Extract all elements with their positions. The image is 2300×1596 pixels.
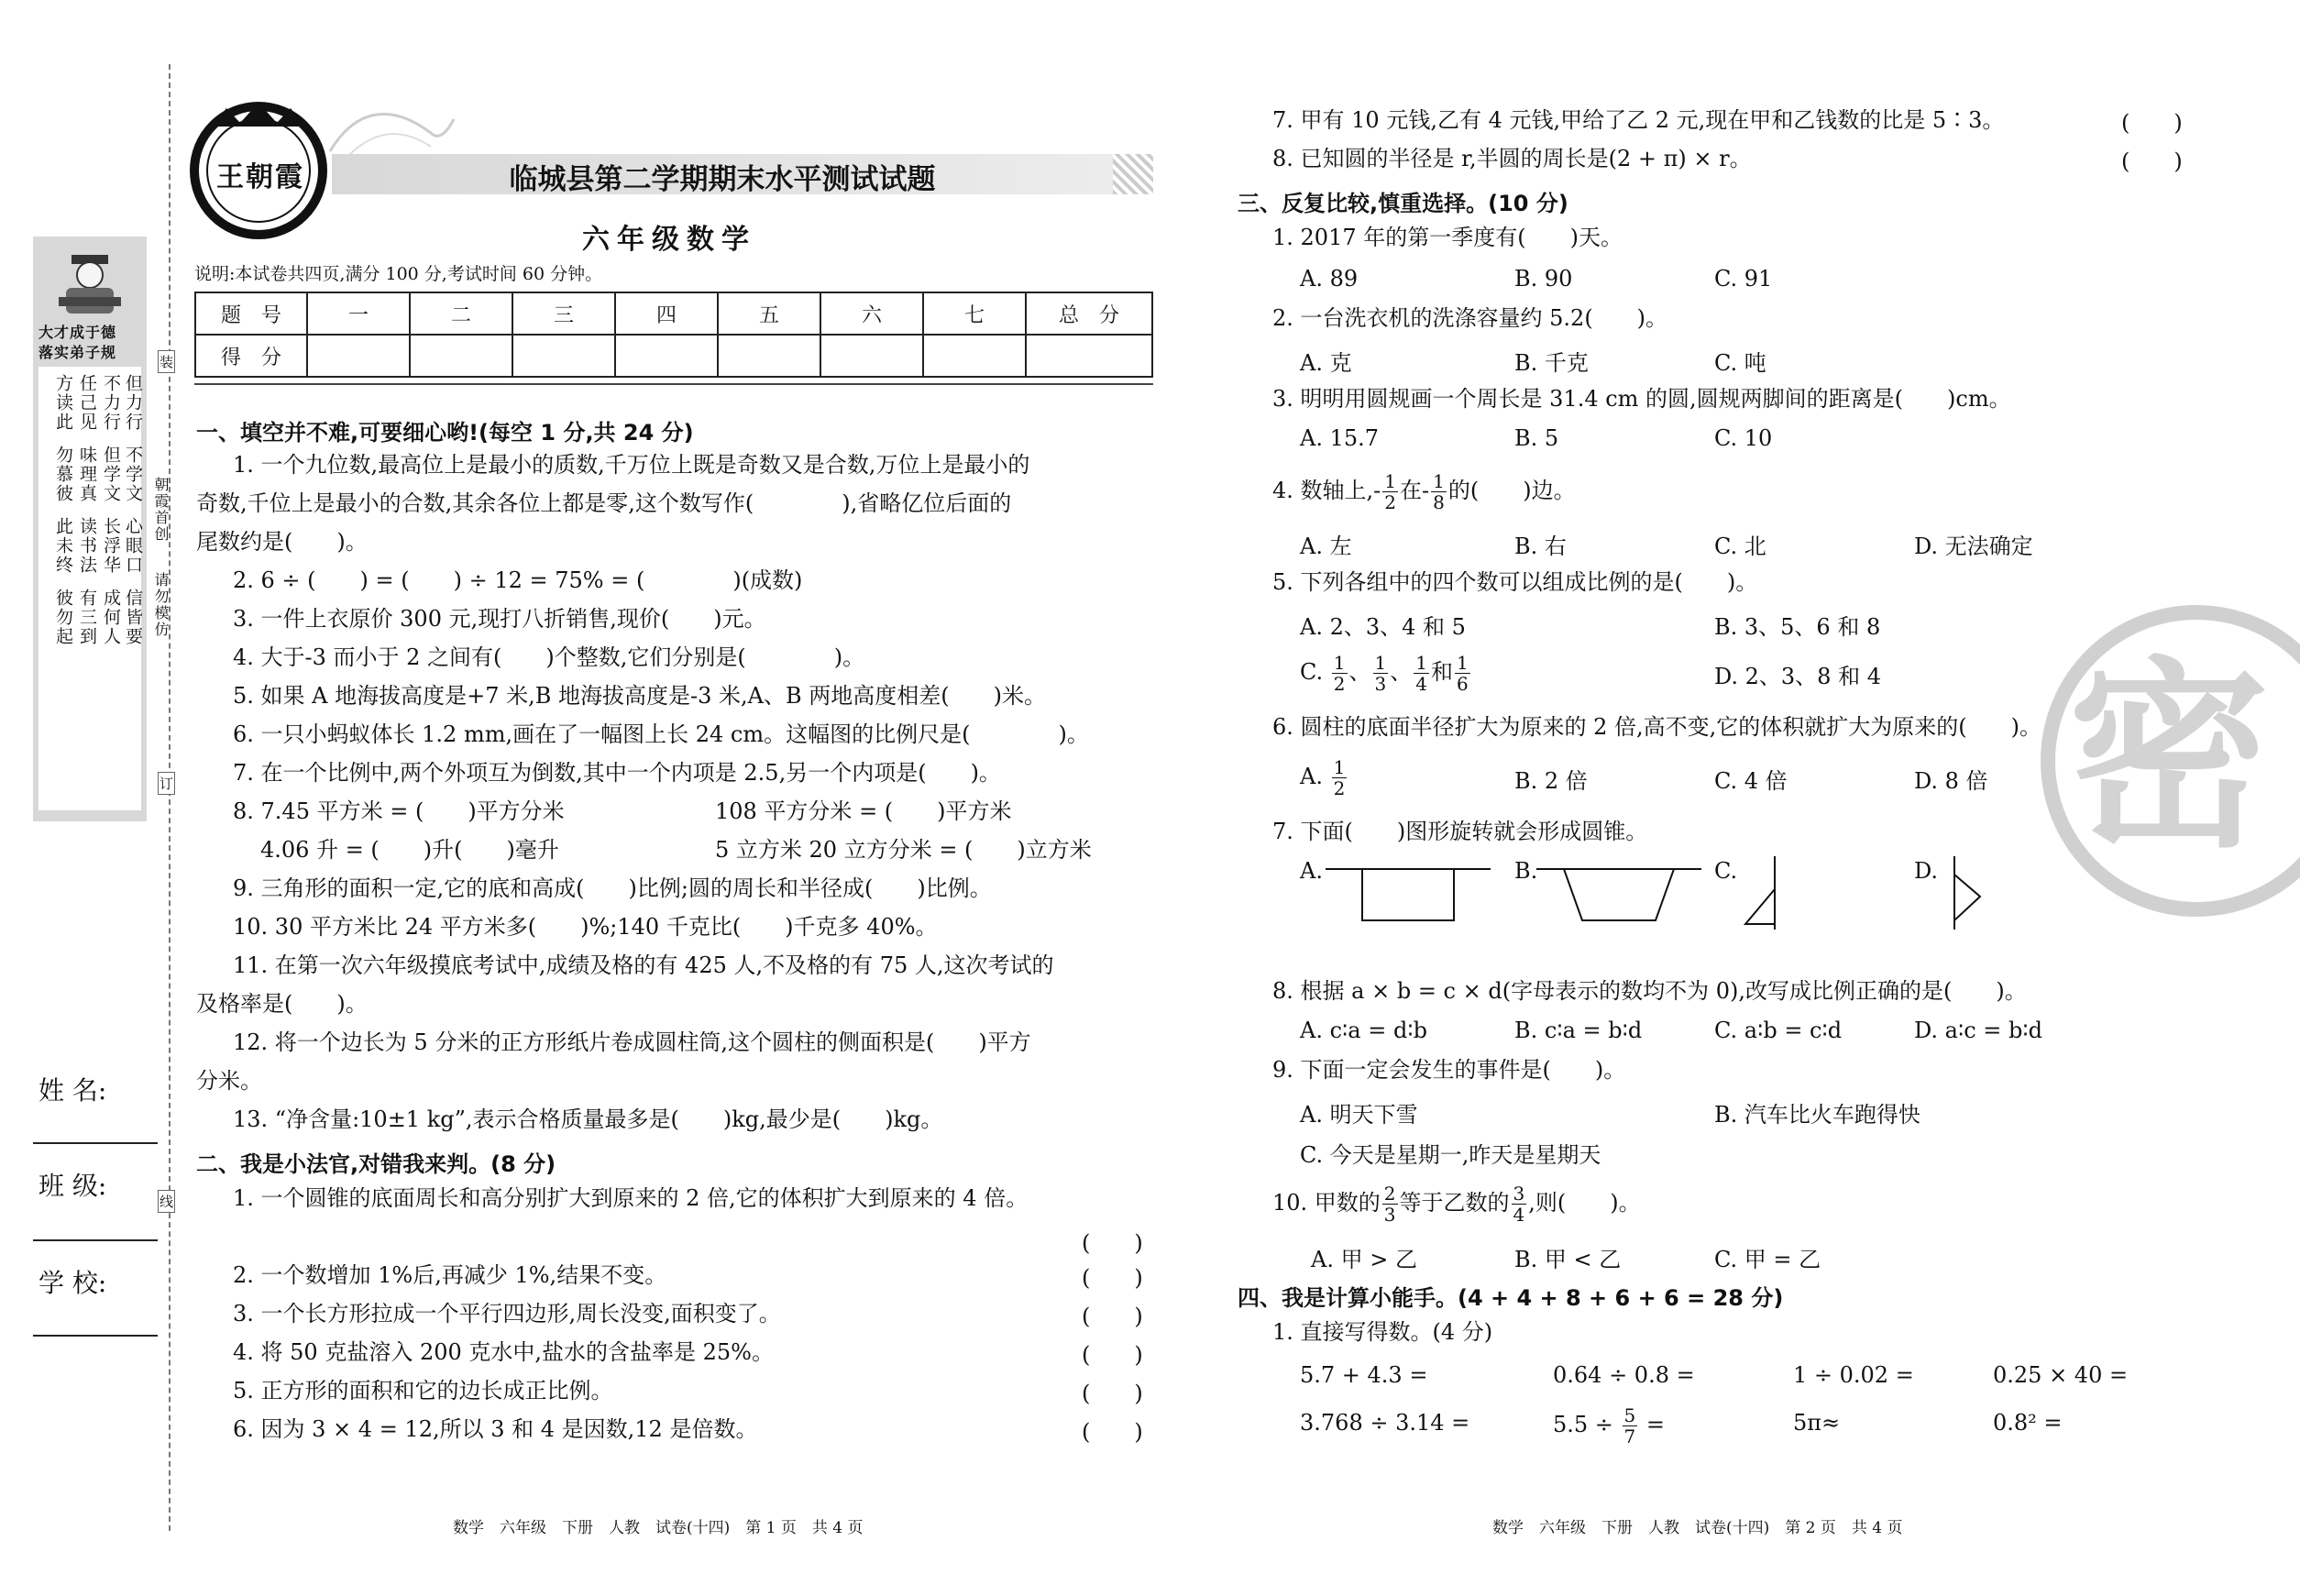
choice-q6-option-b[interactable]: B. 2 倍: [1514, 768, 1588, 794]
poem-col-1: 方读此: [53, 374, 73, 432]
choice-q10-option-c[interactable]: C. 甲 = 乙: [1714, 1247, 1821, 1272]
rotation-shape-c-triangle-icon[interactable]: [1738, 856, 1793, 930]
choice-q5: 5. 下列各组中的四个数可以组成比例的是( )。: [1272, 569, 1758, 595]
choice-q3-option-a[interactable]: A. 15.7: [1300, 425, 1380, 451]
fraction-numerator: 1: [1415, 652, 1427, 674]
score-header-total: 总 分: [1026, 292, 1152, 335]
calc-item-2: 0.64 ÷ 0.8 =: [1553, 1362, 1695, 1388]
binding-dashed-line: [169, 64, 171, 1531]
page-2-footer: 数学 六年级 下册 人教 试卷(十四) 第 2 页 共 4 页: [1492, 1519, 1903, 1537]
score-row-label: 得 分: [195, 335, 307, 377]
fill-q1-line1: 1. 一个九位数,最高位上是最小的质数,千万位上既是奇数又是合数,万位上是最小的: [233, 452, 1030, 478]
poem-col-14: 不学文: [123, 446, 143, 503]
fraction-numerator: 1: [1374, 652, 1387, 674]
judge-q2: 2. 一个数增加 1%后,再减少 1%,结果不变。: [233, 1262, 667, 1288]
fill-q8c: 4.06 升 = ( )升( )毫升: [260, 837, 559, 863]
judge-q8-answer[interactable]: ( ): [2121, 149, 2183, 174]
choice-q7-option-a-label[interactable]: A.: [1300, 858, 1323, 884]
fraction-one-sixth: [1455, 653, 1470, 694]
score-table-header-row: [195, 292, 1152, 335]
fraction-denominator: 8: [1433, 491, 1445, 513]
judge-q3: 3. 一个长方形拉成一个平行四边形,周长没变,面积变了。: [233, 1301, 781, 1326]
poem-col-11: 长浮华: [101, 517, 121, 575]
choice-q4-text-mid: 在-: [1400, 478, 1430, 503]
score-cell-4[interactable]: [615, 335, 718, 377]
fraction-one-eighth: [1431, 471, 1447, 512]
judge-q2-answer[interactable]: ( ): [1082, 1265, 1143, 1291]
poem-col-6: 味理真: [77, 446, 97, 503]
conjunction: 和: [1430, 659, 1453, 685]
choice-q7-option-c-label[interactable]: C.: [1714, 858, 1738, 884]
name-field[interactable]: [33, 1142, 158, 1144]
poem-col-10: 但学文: [101, 446, 121, 503]
judge-q8: 8. 已知圆的半径是 r,半圆的周长是(2 + π) × r。: [1272, 146, 1752, 171]
separator: 、: [1390, 659, 1413, 685]
school-label: 学 校:: [39, 1268, 107, 1298]
score-cell-2[interactable]: [410, 335, 512, 377]
page-1-footer: 数学 六年级 下册 人教 试卷(十四) 第 1 页 共 4 页: [453, 1519, 864, 1537]
choice-q4-text-post: 的( )边。: [1447, 478, 1576, 503]
choice-q7-option-b-label[interactable]: B.: [1514, 858, 1538, 884]
fraction-one-half: [1332, 653, 1348, 694]
fill-q1-line3: 尾数约是( )。: [196, 529, 368, 555]
fraction-denominator: 4: [1513, 1204, 1525, 1226]
choice-q10-text-mid: 等于乙数的: [1399, 1190, 1510, 1216]
school-field[interactable]: [33, 1335, 158, 1337]
judge-q7: 7. 甲有 10 元钱,乙有 4 元钱,甲给了乙 2 元,现在甲和乙钱数的比是 5∶3。: [1272, 107, 2005, 133]
score-cell-1[interactable]: [307, 335, 410, 377]
judge-q5: 5. 正方形的面积和它的边长成正比例。: [233, 1378, 613, 1403]
choice-q8-option-a[interactable]: A. c∶a = d∶b: [1300, 1018, 1427, 1043]
scholar-figure-icon: [53, 246, 127, 319]
fraction-numerator: 1: [1333, 756, 1346, 778]
fill-q1-line2: 奇数,千位上是最小的合数,其余各位上都是零,这个数写作( ),省略亿位后面的: [196, 490, 1012, 516]
calc-item-1: 5.7 + 4.3 =: [1300, 1362, 1428, 1388]
choice-q10-text-post: ,则( )。: [1528, 1190, 1641, 1216]
rotation-shape-a-rectangle-icon[interactable]: [1326, 864, 1491, 924]
seal-mark-2: 订: [158, 772, 175, 795]
score-header-5: 五: [718, 292, 820, 335]
fill-q9: 9. 三角形的面积一定,它的底和高成( )比例;圆的周长和半径成( )比例。: [233, 875, 992, 901]
fill-q8d: 5 立方米 20 立方分米 = ( )立方米: [715, 837, 1092, 863]
fill-q8b: 108 平方分米 = ( )平方米: [715, 798, 1012, 824]
fraction-denominator: 2: [1333, 777, 1346, 799]
fraction-five-sevenths: [1623, 1405, 1638, 1447]
fraction-denominator: 2: [1384, 491, 1396, 513]
calc-item-8: 0.8² =: [1993, 1410, 2063, 1436]
choice-q3-option-b[interactable]: B. 5: [1514, 425, 1559, 451]
fraction-numerator: 5: [1623, 1404, 1636, 1426]
subject-title: 六年级数学: [582, 224, 756, 256]
score-header-1: 一: [307, 292, 410, 335]
fraction-two-thirds: [1382, 1183, 1398, 1225]
calc-item-7: 5π≈: [1793, 1410, 1841, 1436]
judge-q4-answer[interactable]: ( ): [1082, 1342, 1143, 1368]
judge-q1-answer[interactable]: ( ): [1082, 1230, 1143, 1256]
fraction-denominator: 6: [1456, 673, 1469, 695]
calc-item-3: 1 ÷ 0.02 =: [1793, 1362, 1914, 1388]
section-2-heading: 二、我是小法官,对错我来判。(8 分): [196, 1151, 556, 1177]
choice-q9-option-b[interactable]: B. 汽车比火车跑得快: [1714, 1102, 1920, 1128]
calc-item-6-pre: 5.5 ÷: [1553, 1412, 1613, 1437]
poem-col-15: 心眼口: [123, 517, 143, 575]
motto-line-2: 落实弟子规: [39, 344, 117, 361]
poem-col-7: 读书法: [77, 517, 97, 575]
score-cell-3[interactable]: [512, 335, 615, 377]
fill-q2: 2. 6 ÷ ( ) = ( ) ÷ 12 = 75% = ( )(成数): [233, 567, 803, 593]
choice-q1-option-c[interactable]: C. 91: [1714, 266, 1773, 292]
choice-q10-text-pre: 10. 甲数的: [1272, 1190, 1381, 1216]
fraction-three-quarters: [1512, 1183, 1527, 1225]
fill-q11-line2: 及格率是( )。: [196, 991, 368, 1017]
seal-mark-1: 装: [158, 350, 175, 373]
section-1-heading: 一、填空并不难,可要细心哟!(每空 1 分,共 24 分): [196, 420, 694, 446]
side-note-1: 朝霞首创: [152, 477, 170, 543]
fraction-one-third: [1373, 653, 1389, 694]
rotation-shape-b-trapezoid-icon[interactable]: [1536, 864, 1701, 924]
choice-q10: [1272, 1175, 1641, 1230]
choice-q5-option-b[interactable]: B. 3、5、6 和 8: [1714, 614, 1881, 640]
choice-q8-option-d[interactable]: D. a∶c = b∶d: [1914, 1018, 2042, 1043]
section-3-heading: 三、反复比较,慎重选择。(10 分): [1238, 191, 1568, 216]
poem-col-13: 但力行: [123, 374, 143, 432]
poem-col-8: 有三到: [77, 589, 97, 646]
choice-q4-option-b[interactable]: B. 右: [1514, 534, 1567, 559]
calc-item-5: 3.768 ÷ 3.14 =: [1300, 1410, 1470, 1436]
judge-q6: 6. 因为 3 × 4 = 12,所以 3 和 4 是因数,12 是倍数。: [233, 1416, 758, 1442]
judge-q4: 4. 将 50 克盐溶入 200 克水中,盐水的含盐率是 25%。: [233, 1339, 774, 1365]
choice-q4-text-pre: 4. 数轴上,-: [1272, 478, 1381, 503]
motto-line-1: 大才成于德: [39, 324, 117, 341]
choice-q10-option-b[interactable]: B. 甲 < 乙: [1514, 1247, 1622, 1272]
fill-q12-line1: 12. 将一个边长为 5 分米的正方形纸片卷成圆柱筒,这个圆柱的侧面积是( )平方: [233, 1029, 1031, 1055]
fill-q5: 5. 如果 A 地海拔高度是+7 米,B 地海拔高度是-3 米,A、B 两地高度相差( )米。: [233, 683, 1046, 709]
choice-q6-option-d[interactable]: D. 8 倍: [1914, 768, 1988, 794]
choice-q10-option-a[interactable]: A. 甲 > 乙: [1311, 1247, 1417, 1272]
choice-q2-option-b[interactable]: B. 千克: [1514, 350, 1589, 376]
poem-col-3: 此未终: [53, 517, 73, 575]
choice-q9-option-a[interactable]: A. 明天下雪: [1300, 1102, 1418, 1128]
choice-q1: 1. 2017 年的第一季度有( )天。: [1272, 225, 1623, 250]
choice-q2: 2. 一台洗衣机的洗涤容量约 5.2( )。: [1272, 305, 1668, 331]
fraction-numerator: 3: [1513, 1183, 1525, 1205]
watermark-seal-char: 密: [2068, 640, 2271, 875]
choice-q1-option-b[interactable]: B. 90: [1514, 266, 1573, 292]
fill-q12-line2: 分米。: [196, 1068, 262, 1094]
fill-q10: 10. 30 平方米比 24 平方米多( )%;140 千克比( )千克多 40%。: [233, 914, 938, 940]
rotation-shape-d-triangle-icon[interactable]: [1942, 856, 1997, 930]
choice-q7-option-d-label[interactable]: D.: [1914, 858, 1939, 884]
class-field[interactable]: [33, 1239, 158, 1241]
seal-mark-3: 线: [158, 1190, 175, 1213]
side-note-2: 请勿模仿: [152, 572, 170, 638]
judge-q1: 1. 一个圆锥的底面周长和高分别扩大到原来的 2 倍,它的体积扩大到原来的 4 倍。: [233, 1185, 1029, 1211]
choice-q4-option-a[interactable]: A. 左: [1300, 534, 1352, 559]
fraction-one-half: [1382, 471, 1398, 512]
calc-item-6-post: =: [1645, 1412, 1666, 1437]
choice-q3: 3. 明明用圆规画一个周长是 31.4 cm 的圆,圆规两脚间的距离是( )cm。: [1272, 386, 2011, 412]
judge-q6-answer[interactable]: ( ): [1082, 1419, 1143, 1445]
fraction-denominator: 4: [1415, 673, 1427, 695]
score-header-0: 题 号: [195, 292, 307, 335]
choice-q6: 6. 圆柱的底面半径扩大为原来的 2 倍,高不变,它的体积就扩大为原来的( )。: [1272, 714, 2042, 740]
score-header-6: 六: [820, 292, 923, 335]
choice-q5-option-c[interactable]: [1300, 649, 1472, 695]
name-label: 姓 名:: [39, 1075, 107, 1106]
poem-col-12: 成何人: [101, 589, 121, 646]
header-divider: [194, 383, 1153, 385]
fraction-numerator: 1: [1384, 470, 1396, 492]
score-header-7: 七: [923, 292, 1026, 335]
choice-q1-option-a[interactable]: A. 89: [1300, 266, 1359, 292]
fill-q3: 3. 一件上衣原价 300 元,现打八折销售,现价( )元。: [233, 606, 766, 632]
fraction-numerator: 2: [1383, 1183, 1396, 1205]
option-label: A.: [1300, 764, 1323, 789]
score-header-3: 三: [512, 292, 615, 335]
poem-col-5: 任己见: [77, 374, 97, 432]
choice-q8-option-c[interactable]: C. a∶b = c∶d: [1714, 1018, 1843, 1043]
brand-logo-text: 王朝霞: [216, 161, 304, 193]
choice-q4-option-d[interactable]: D. 无法确定: [1914, 534, 2033, 559]
judge-q3-answer[interactable]: ( ): [1082, 1304, 1143, 1329]
fraction-numerator: 1: [1333, 652, 1346, 674]
fraction-numerator: 1: [1456, 652, 1469, 674]
title-band-pattern: [1113, 154, 1153, 194]
choice-q8: 8. 根据 a × b = c × d(字母表示的数均不为 0),改写成比例正确的是( )。: [1272, 978, 2027, 1004]
poem-col-16: 信皆要: [123, 589, 143, 646]
choice-q6-option-c[interactable]: C. 4 倍: [1714, 768, 1788, 794]
fill-q13: 13. “净含量:10±1 kg”,表示合格质量最多是( )kg,最少是( )kg。: [233, 1106, 943, 1132]
poem-col-2: 勿慕彼: [53, 446, 73, 503]
choice-q2-option-c[interactable]: C. 吨: [1714, 350, 1766, 376]
section-4-heading: 四、我是计算小能手。(4 + 4 + 8 + 6 + 6 = 28 分): [1238, 1285, 1784, 1311]
poem-col-9: 不力行: [101, 374, 121, 432]
fill-q6: 6. 一只小蚂蚁体长 1.2 mm,画在了一幅图上长 24 cm。这幅图的比例尺是( )。: [233, 721, 1089, 747]
option-label: C.: [1300, 659, 1324, 685]
fraction-numerator: 1: [1433, 470, 1445, 492]
choice-q8-option-b[interactable]: B. c∶a = b∶d: [1514, 1018, 1643, 1043]
score-table-score-row: [195, 335, 1152, 377]
choice-q5-option-d[interactable]: D. 2、3、8 和 4: [1714, 664, 1881, 689]
choice-q9: 9. 下面一定会发生的事件是( )。: [1272, 1057, 1626, 1083]
fraction-denominator: 3: [1374, 673, 1387, 695]
choice-q5-option-a[interactable]: A. 2、3、4 和 5: [1300, 614, 1466, 640]
score-cell-6[interactable]: [820, 335, 923, 377]
score-header-2: 二: [410, 292, 512, 335]
calc-item-6: [1553, 1399, 1665, 1450]
fraction-one-half: [1332, 757, 1348, 798]
score-cell-5[interactable]: [718, 335, 820, 377]
fraction-denominator: 2: [1333, 673, 1346, 695]
fill-q7: 7. 在一个比例中,两个外项互为倒数,其中一个内项是 2.5,另一个内项是( )。: [233, 760, 1001, 786]
calc-item-4: 0.25 × 40 =: [1993, 1362, 2129, 1388]
exam-note: 说明:本试卷共四页,满分 100 分,考试时间 60 分钟。: [194, 264, 603, 284]
score-cell-total[interactable]: [1026, 335, 1152, 377]
fraction-denominator: 7: [1623, 1425, 1636, 1447]
choice-q2-option-a[interactable]: A. 克: [1300, 350, 1352, 376]
judge-q5-answer[interactable]: ( ): [1082, 1381, 1143, 1406]
fill-q8a: 8. 7.45 平方米 = ( )平方分米: [233, 798, 565, 824]
choice-q4: [1272, 468, 1576, 513]
page-title: 临城县第二学期期末水平测试试题: [509, 163, 936, 196]
choice-q6-option-a[interactable]: [1300, 754, 1348, 799]
separator: 、: [1348, 659, 1371, 685]
choice-q7: 7. 下面( )图形旋转就会形成圆锥。: [1272, 819, 1648, 844]
fraction-one-quarter: [1414, 653, 1429, 694]
choice-q3-option-c[interactable]: C. 10: [1714, 425, 1773, 451]
fill-q11-line1: 11. 在第一次六年级摸底考试中,成绩及格的有 425 人,不及格的有 75 人,这次考试的: [233, 952, 1054, 978]
judge-q7-answer[interactable]: ( ): [2121, 110, 2183, 136]
score-cell-7[interactable]: [923, 335, 1026, 377]
motto-card: [33, 237, 147, 821]
calc-q1: 1. 直接写得数。(4 分): [1272, 1319, 1493, 1345]
fraction-denominator: 3: [1383, 1204, 1396, 1226]
score-table: [194, 292, 1153, 378]
fill-q4: 4. 大于-3 而小于 2 之间有( )个整数,它们分别是( )。: [233, 644, 865, 670]
poem-col-4: 彼勿起: [53, 589, 73, 646]
choice-q4-option-c[interactable]: C. 北: [1714, 534, 1766, 559]
choice-q9-option-c[interactable]: C. 今天是星期一,昨天是星期天: [1300, 1142, 1601, 1168]
class-label: 班 级:: [39, 1171, 107, 1201]
score-header-4: 四: [615, 292, 718, 335]
